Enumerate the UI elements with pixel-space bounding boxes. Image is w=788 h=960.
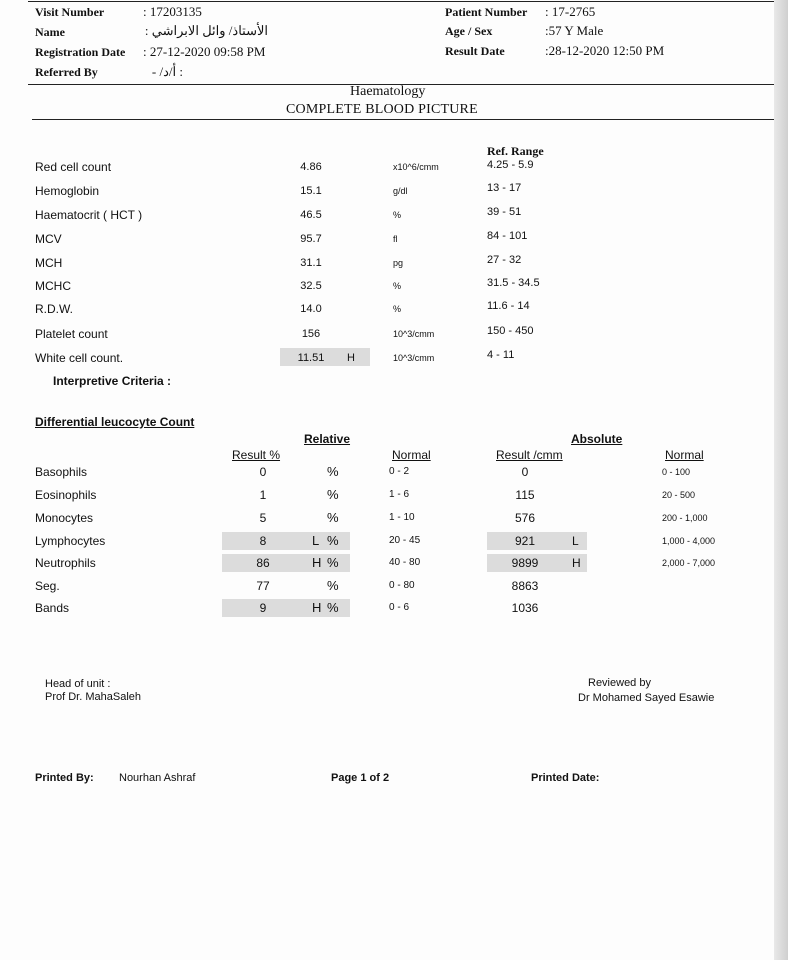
name-value: الأستاذ/ وائل الابراشي :: [144, 23, 268, 38]
relative-normal-range: 0 - 6: [389, 602, 410, 613]
age-sex-value: :57 Y Male: [545, 23, 604, 38]
patient-number-value: : 17-2765: [545, 4, 596, 19]
absolute-result: 1036: [511, 601, 539, 615]
absolute-flag: L: [572, 534, 579, 548]
cell-type-name: Lymphocytes: [35, 534, 106, 548]
test-unit: %: [393, 281, 402, 291]
test-name: MCHC: [35, 279, 71, 293]
result-percent-header: Result %: [232, 448, 281, 462]
reviewed-by-label: Reviewed by: [588, 677, 651, 689]
relative-result: 5: [259, 511, 267, 525]
relative-result: 9: [259, 601, 267, 615]
test-name: R.D.W.: [35, 302, 73, 316]
test-flag: H: [347, 352, 355, 364]
relative-label: Relative: [304, 432, 351, 446]
percent-sign: %: [327, 510, 339, 525]
test-value: 31.1: [300, 257, 322, 269]
test-name: White cell count.: [35, 351, 124, 365]
test-unit: 10^3/cmm: [393, 353, 435, 363]
referred-by-label: Referred By: [35, 65, 98, 79]
absolute-result: 921: [514, 534, 536, 548]
test-value: 15.1: [300, 185, 322, 197]
percent-sign: %: [327, 600, 339, 615]
printed-date-label: Printed Date:: [531, 772, 600, 784]
test-name: Hemoglobin: [35, 184, 100, 198]
test-value: 32.5: [300, 280, 322, 292]
result-date-value: :28-12-2020 12:50 PM: [545, 43, 665, 58]
result-cmm-header: Result /cmm: [496, 448, 563, 462]
test-unit: 10^3/cmm: [393, 329, 435, 339]
relative-normal-range: 0 - 2: [389, 466, 410, 477]
absolute-result: 9899: [511, 556, 539, 570]
test-ref-range: 27 - 32: [487, 254, 522, 266]
relative-normal-range: 1 - 10: [389, 512, 415, 523]
cell-type-name: Neutrophils: [35, 556, 96, 570]
absolute-normal-range: 20 - 500: [662, 490, 696, 500]
test-name: MCH: [35, 256, 63, 270]
test-ref-range: 4 - 11: [487, 349, 515, 361]
department-title: Haematology: [350, 84, 426, 99]
age-sex-label: Age / Sex: [445, 24, 493, 38]
test-value: 14.0: [300, 303, 322, 315]
absolute-normal-range: 0 - 100: [662, 467, 691, 477]
test-value: 11.51: [297, 352, 325, 364]
absolute-normal-range: 2,000 - 7,000: [662, 558, 716, 568]
referred-by-value: : أ/د/ -: [151, 64, 183, 79]
page-number: Page 1 of 2: [331, 772, 390, 784]
name-label: Name: [35, 25, 65, 39]
interpretive-criteria-label: Interpretive Criteria :: [53, 374, 172, 388]
test-ref-range: 4.25 - 5.9: [487, 159, 534, 171]
visit-number-label: Visit Number: [35, 5, 105, 19]
percent-sign: %: [327, 555, 339, 570]
relative-flag: H: [312, 555, 322, 570]
printed-by-value: Nourhan Ashraf: [119, 772, 196, 784]
test-ref-range: 84 - 101: [487, 230, 528, 242]
percent-sign: %: [327, 578, 339, 593]
normal-percent-header: Normal: [392, 448, 431, 462]
result-date-label: Result Date: [445, 44, 505, 58]
relative-result: 8: [259, 534, 267, 548]
relative-result: 0: [259, 465, 267, 479]
relative-result: 77: [256, 579, 270, 593]
test-name-title: COMPLETE BLOOD PICTURE: [286, 102, 478, 117]
cell-type-name: Eosinophils: [35, 488, 97, 502]
test-unit: pg: [393, 258, 404, 268]
absolute-result: 0: [521, 465, 529, 479]
normal-abs-header: Normal: [665, 448, 704, 462]
test-ref-range: 13 - 17: [487, 182, 522, 194]
test-unit: fl: [393, 234, 398, 244]
test-value: 4.86: [300, 161, 322, 173]
cell-type-name: Bands: [35, 601, 70, 615]
absolute-result: 576: [514, 511, 536, 525]
ref-range-label: Ref. Range: [487, 144, 544, 158]
test-value: 95.7: [300, 233, 322, 245]
percent-sign: %: [327, 533, 339, 548]
test-unit: %: [393, 210, 402, 220]
cell-type-name: Monocytes: [35, 511, 94, 525]
test-ref-range: 150 - 450: [487, 325, 534, 337]
absolute-result: 115: [515, 488, 535, 502]
relative-result: 86: [256, 556, 270, 570]
relative-flag: H: [312, 600, 322, 615]
test-ref-range: 31.5 - 34.5: [487, 277, 540, 289]
test-name: Platelet count: [35, 327, 108, 341]
relative-normal-range: 20 - 45: [389, 535, 421, 546]
percent-sign: %: [327, 464, 339, 479]
test-name: Red cell count: [35, 160, 112, 174]
cell-type-name: Basophils: [35, 465, 88, 479]
registration-date-value: : 27-12-2020 09:58 PM: [143, 44, 266, 59]
head-of-unit-label: Head of unit :: [45, 678, 111, 690]
relative-normal-range: 1 - 6: [389, 489, 410, 500]
absolute-normal-range: 200 - 1,000: [662, 513, 708, 523]
relative-flag: L: [312, 533, 320, 548]
test-name: MCV: [35, 232, 62, 246]
test-value: 156: [301, 328, 321, 340]
relative-normal-range: 0 - 80: [389, 580, 415, 591]
relative-result: 1: [259, 488, 267, 502]
printed-by-label: Printed By:: [35, 772, 94, 784]
visit-number-value: : 17203135: [143, 4, 202, 19]
registration-date-label: Registration Date: [35, 45, 126, 59]
top-border-line: [28, 1, 778, 2]
differential-title: Differential leucocyte Count: [35, 415, 195, 429]
relative-normal-range: 40 - 80: [389, 557, 421, 568]
test-ref-range: 39 - 51: [487, 206, 522, 218]
test-value: 46.5: [300, 209, 322, 221]
test-name: Haematocrit ( HCT ): [35, 208, 143, 222]
head-of-unit-name: Prof Dr. MahaSaleh: [45, 691, 141, 703]
percent-sign: %: [327, 487, 339, 502]
test-ref-range: 11.6 - 14: [487, 300, 530, 312]
cell-type-name: Seg.: [35, 579, 60, 593]
absolute-result: 8863: [511, 579, 539, 593]
reviewed-by-name: Dr Mohamed Sayed Esawie: [578, 692, 715, 704]
test-unit: %: [393, 304, 402, 314]
absolute-label: Absolute: [571, 432, 623, 446]
test-unit: g/dl: [393, 186, 408, 196]
test-unit: x10^6/cmm: [393, 162, 439, 172]
patient-number-label: Patient Number: [445, 5, 528, 19]
title-divider-line: [32, 119, 778, 120]
absolute-normal-range: 1,000 - 4,000: [662, 536, 716, 546]
absolute-flag: H: [572, 556, 581, 570]
page-edge-shadow: [774, 0, 788, 960]
